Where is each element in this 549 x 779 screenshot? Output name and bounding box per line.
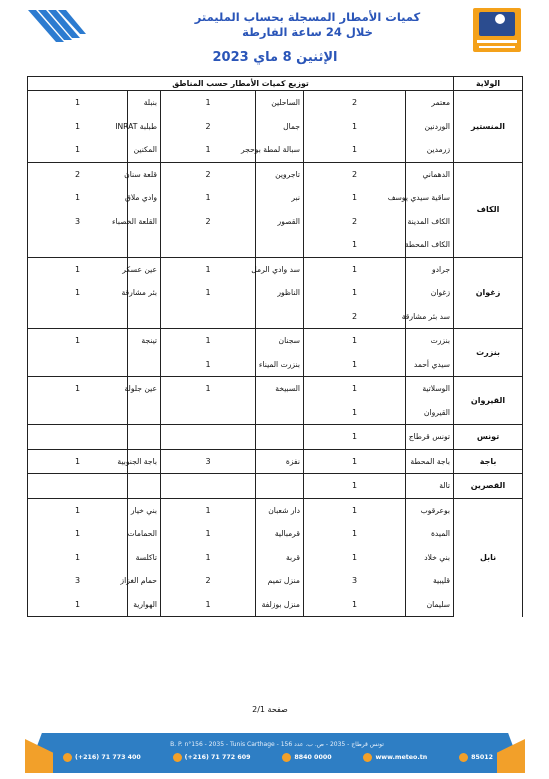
rain-value: 1 — [28, 377, 128, 401]
rain-value — [161, 401, 256, 425]
station-name: باجة الجنوبية — [128, 449, 161, 474]
station-name — [128, 305, 161, 329]
title-line-1: كميات الأمطار المسجلة بحساب المليمتر — [194, 10, 421, 24]
rain-value: 1 — [304, 186, 406, 210]
rain-value: 2 — [161, 115, 256, 139]
station-name: تاجروين — [256, 162, 304, 186]
rain-value: 1 — [161, 138, 256, 162]
rain-value — [28, 401, 128, 425]
governorate-cell: المنستير — [454, 91, 523, 163]
station-name: قرمبالية — [256, 522, 304, 546]
footer-phone-3: 8840 0000 — [282, 753, 331, 762]
station-name: زرمدين — [406, 138, 454, 162]
station-name: سيدي أحمد — [406, 353, 454, 377]
station-name: منزل بوزلفة — [256, 593, 304, 617]
footer-phone-2: (+216) 71 772 609 — [173, 753, 251, 762]
rain-value: 2 — [161, 569, 256, 593]
rain-value: 1 — [304, 115, 406, 139]
footer-band — [27, 733, 523, 773]
phone-icon — [63, 753, 72, 762]
station-name: بنبلة — [128, 91, 161, 115]
table-row — [28, 233, 523, 257]
rain-value: 1 — [28, 115, 128, 139]
rain-value: 1 — [304, 138, 406, 162]
governorate-cell: باجة — [454, 449, 523, 474]
footer-phone-1: (+216) 71 773 400 — [63, 753, 141, 762]
governorate-cell: تونس — [454, 425, 523, 450]
rain-value: 1 — [161, 546, 256, 570]
rain-value: 1 — [161, 329, 256, 353]
rain-value — [28, 353, 128, 377]
governorate-header: الولاية — [454, 77, 523, 91]
station-name: القلعة الخصباء — [128, 210, 161, 234]
station-name: زغوان — [406, 281, 454, 305]
rain-value: 1 — [304, 593, 406, 617]
table-row — [28, 162, 523, 186]
footer-sms: 85012 — [459, 753, 493, 762]
station-name: سجنان — [256, 329, 304, 353]
rain-value: 1 — [304, 546, 406, 570]
rain-value: 1 — [304, 329, 406, 353]
rain-value — [28, 233, 128, 257]
rainfall-table — [27, 76, 523, 617]
station-name: بوعرقوب — [406, 498, 454, 522]
rain-value: 1 — [28, 138, 128, 162]
station-name: سليمان — [406, 593, 454, 617]
table-row — [28, 377, 523, 401]
station-name — [128, 233, 161, 257]
rain-value: 1 — [304, 401, 406, 425]
station-name: بنزرت الميناء — [256, 353, 304, 377]
rain-value: 1 — [28, 449, 128, 474]
title-line-2: خلال 24 ساعة الفارطة — [242, 25, 373, 39]
rain-value: 1 — [161, 377, 256, 401]
rain-value: 1 — [304, 257, 406, 281]
rain-value: 2 — [304, 162, 406, 186]
footer-address: B. P. n°156 - 2035 - Tunis Carthage - تونس قرطاج - 2035 - ص. ب. عدد 156 — [170, 741, 384, 748]
station-name: ساقية سيدي يوسف — [406, 186, 454, 210]
table-row — [28, 449, 523, 474]
station-name: دار شعبان — [256, 498, 304, 522]
distribution-header: توزيع كميات الأمطار حسب المناطق — [28, 77, 454, 91]
governorate-cell: القصرين — [454, 474, 523, 499]
station-name: عين عسكر — [128, 257, 161, 281]
rain-value: 1 — [28, 186, 128, 210]
rain-value: 1 — [161, 353, 256, 377]
station-name: الهوارية — [128, 593, 161, 617]
rain-value: 1 — [304, 233, 406, 257]
institute-logo — [473, 8, 521, 52]
station-name — [256, 233, 304, 257]
governorate-cell: القيروان — [454, 377, 523, 425]
rain-value: 1 — [161, 186, 256, 210]
rain-value: 3 — [161, 449, 256, 474]
station-name: تالة — [406, 474, 454, 499]
station-name: المكنين — [128, 138, 161, 162]
rain-value — [161, 474, 256, 499]
rain-value: 2 — [304, 91, 406, 115]
rain-value: 2 — [304, 210, 406, 234]
station-name: تينجة — [128, 329, 161, 353]
rain-value: 1 — [304, 449, 406, 474]
rain-value: 2 — [161, 210, 256, 234]
table-row — [28, 425, 523, 450]
rain-value — [28, 305, 128, 329]
station-name: الحمامات — [128, 522, 161, 546]
rain-value: 1 — [161, 498, 256, 522]
phone-icon — [282, 753, 291, 762]
page-number: صفحة 2/1 — [252, 705, 288, 714]
station-name — [256, 474, 304, 499]
station-name: تونس قرطاج — [406, 425, 454, 450]
station-name: باجة المحطة — [406, 449, 454, 474]
rain-value: 1 — [28, 257, 128, 281]
table-row — [28, 474, 523, 499]
station-name: الساحلين — [256, 91, 304, 115]
station-name: الميدة — [406, 522, 454, 546]
rain-value: 1 — [304, 474, 406, 499]
rain-value — [28, 425, 128, 450]
rain-value — [161, 233, 256, 257]
rain-value: 1 — [161, 91, 256, 115]
station-name: نفزة — [256, 449, 304, 474]
sms-icon — [459, 753, 468, 762]
table-row — [28, 401, 523, 425]
station-name: سبالة لمطة بوحجر — [256, 138, 304, 162]
table-row — [28, 329, 523, 353]
table-row — [28, 498, 523, 522]
station-name: نبر — [256, 186, 304, 210]
rain-value: 3 — [304, 569, 406, 593]
sun-icon — [495, 14, 505, 24]
rain-value: 1 — [28, 91, 128, 115]
rain-value: 2 — [161, 162, 256, 186]
rain-value — [161, 305, 256, 329]
table-row — [28, 257, 523, 281]
station-name: بني خلاد — [406, 546, 454, 570]
station-name: عين جلولة — [128, 377, 161, 401]
table-row — [28, 569, 523, 593]
table-row — [28, 186, 523, 210]
rain-value: 1 — [304, 377, 406, 401]
station-name — [128, 474, 161, 499]
station-name: طبلبة INRAT — [128, 115, 161, 139]
table-row — [28, 522, 523, 546]
station-name — [256, 425, 304, 450]
station-name: قربة — [256, 546, 304, 570]
rain-value: 3 — [28, 569, 128, 593]
station-name: حمام الغزاز — [128, 569, 161, 593]
station-name: السبيخة — [256, 377, 304, 401]
table-row — [28, 546, 523, 570]
rain-value: 1 — [161, 593, 256, 617]
rain-value: 1 — [304, 522, 406, 546]
governorate-cell: زغوان — [454, 257, 523, 329]
rain-value: 2 — [304, 305, 406, 329]
station-name: الدهماني — [406, 162, 454, 186]
rain-value — [28, 474, 128, 499]
station-name — [256, 305, 304, 329]
table-row — [28, 91, 523, 115]
station-name: بني خيار — [128, 498, 161, 522]
station-name — [128, 425, 161, 450]
fax-icon — [173, 753, 182, 762]
rain-value: 1 — [304, 425, 406, 450]
station-name: الناظور — [256, 281, 304, 305]
report-title — [150, 10, 465, 40]
rain-value: 1 — [161, 281, 256, 305]
station-name — [256, 401, 304, 425]
table-header-row — [28, 77, 523, 91]
report-date: الإثنين 8 ماي 2023 — [212, 50, 338, 65]
station-name — [128, 401, 161, 425]
station-name: جرادو — [406, 257, 454, 281]
table-row — [28, 353, 523, 377]
globe-icon — [363, 753, 372, 762]
station-name: وادي ملاق — [128, 186, 161, 210]
station-name: القيروان — [406, 401, 454, 425]
station-name: الوردنين — [406, 115, 454, 139]
rain-value: 1 — [28, 329, 128, 353]
rain-value: 1 — [304, 281, 406, 305]
station-name: قليبية — [406, 569, 454, 593]
governorate-cell: بنزرت — [454, 329, 523, 377]
station-name: منزل تميم — [256, 569, 304, 593]
station-name: سد وادي الرمل — [256, 257, 304, 281]
governorate-cell: نابل — [454, 498, 523, 617]
rain-value: 1 — [28, 281, 128, 305]
footer-website[interactable]: www.meteo.tn — [363, 753, 427, 762]
rain-value: 1 — [304, 498, 406, 522]
station-name: سد بئر مشارقة — [406, 305, 454, 329]
governorate-cell: الكاف — [454, 162, 523, 257]
station-name: الكاف المدينة — [406, 210, 454, 234]
table-row — [28, 593, 523, 617]
station-name: تاكلسة — [128, 546, 161, 570]
rain-value: 1 — [28, 593, 128, 617]
station-name: الوسلاتية — [406, 377, 454, 401]
rain-value: 1 — [28, 498, 128, 522]
rain-value: 2 — [28, 162, 128, 186]
rain-value: 1 — [304, 353, 406, 377]
rain-value — [161, 425, 256, 450]
table-row — [28, 281, 523, 305]
station-name: معتمر — [406, 91, 454, 115]
station-name: بنزرت — [406, 329, 454, 353]
rain-value: 1 — [28, 546, 128, 570]
rain-value: 1 — [161, 257, 256, 281]
station-name: القصور — [256, 210, 304, 234]
logo-stripes — [28, 8, 88, 50]
station-name — [128, 353, 161, 377]
table-row — [28, 138, 523, 162]
table-row — [28, 115, 523, 139]
station-name: قلعة سنان — [128, 162, 161, 186]
table-row — [28, 210, 523, 234]
station-name: جمال — [256, 115, 304, 139]
rain-value: 1 — [28, 522, 128, 546]
station-name: بئر مشارقة — [128, 281, 161, 305]
table-row — [28, 305, 523, 329]
rain-value: 1 — [161, 522, 256, 546]
rain-value: 3 — [28, 210, 128, 234]
station-name: الكاف المحطة — [406, 233, 454, 257]
